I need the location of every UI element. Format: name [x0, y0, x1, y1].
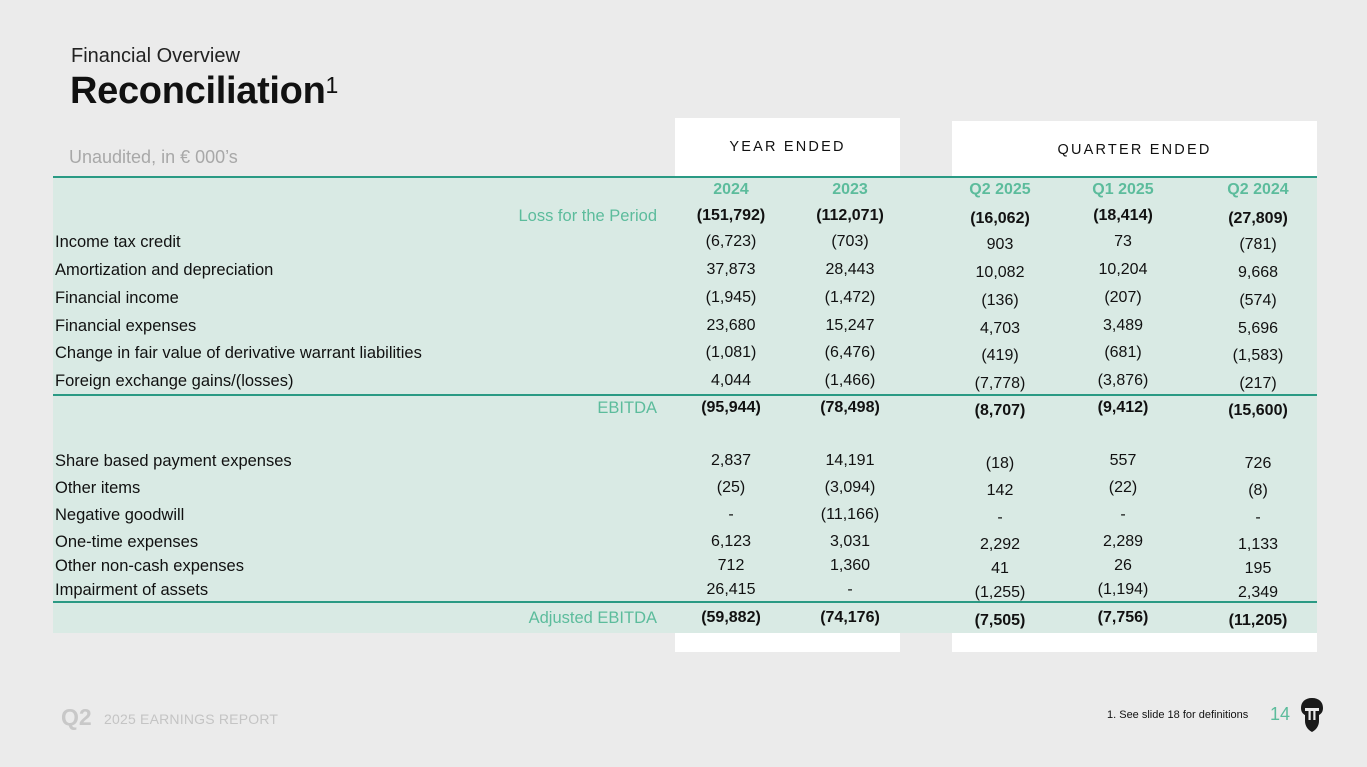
adjustment-row-value: 142	[986, 482, 1014, 499]
adjusted-ebitda-value: (7,756)	[1097, 609, 1149, 626]
ebitda-row-value: (703)	[831, 233, 869, 250]
ebitda-label: EBITDA	[597, 399, 657, 417]
ebitda-value: (9,412)	[1097, 399, 1149, 416]
ebitda-row-value: (136)	[981, 292, 1019, 309]
footer-quarter: Q2	[61, 704, 92, 730]
page-title-text: Reconciliation	[70, 70, 326, 112]
adjustment-row-label: Impairment of assets	[55, 581, 209, 599]
adjustment-row-label: Other non-cash expenses	[55, 557, 244, 575]
column-header: Q1 2025	[1092, 181, 1154, 198]
ebitda-row-label: Amortization and depreciation	[55, 261, 274, 279]
loss-value: (18,414)	[1093, 207, 1153, 224]
adjustment-row-value: -	[1255, 509, 1261, 526]
ebitda-row-value: (1,945)	[705, 289, 757, 306]
adjustment-row-value: (1,194)	[1097, 581, 1149, 598]
ebitda-row-value: 28,443	[825, 261, 875, 278]
ebitda-row-value: 10,082	[975, 264, 1025, 281]
ebitda-row-value: (3,876)	[1097, 372, 1149, 389]
adjustment-row-value: 26,415	[706, 581, 756, 598]
ebitda-row-value: (781)	[1239, 236, 1277, 253]
ebitda-row-value: 15,247	[825, 317, 875, 334]
page-title	[70, 70, 338, 113]
adjusted-ebitda-value: (11,205)	[1228, 612, 1288, 629]
adjustment-row-value: 712	[717, 557, 745, 574]
adjustment-row-value: 2,292	[979, 536, 1021, 553]
adjustment-row-label: Other items	[55, 479, 141, 497]
table-top-rule	[53, 176, 1317, 178]
ebitda-row-value: (419)	[981, 347, 1019, 364]
adjustment-row-value: -	[847, 581, 853, 598]
ebitda-row-value: (207)	[1104, 289, 1142, 306]
footer-report-title: 2025 EARNINGS REPORT	[104, 711, 279, 727]
ebitda-row-value: (6,723)	[705, 233, 757, 250]
section-eyebrow: Financial Overview	[71, 45, 240, 67]
adjustment-row-value: (8)	[1248, 482, 1268, 499]
brand-logo-icon	[1300, 697, 1324, 733]
adjustment-row-value: -	[728, 506, 734, 523]
ebitda-row-value: 4,703	[979, 320, 1021, 337]
adjustment-row-value: -	[1120, 506, 1126, 523]
adjustment-row-value: 1,133	[1237, 536, 1279, 553]
ebitda-row-value: 5,696	[1237, 320, 1279, 337]
adjustment-row-label: Share based payment expenses	[55, 452, 292, 470]
adjustment-row-value: (11,166)	[820, 506, 880, 523]
adjusted-ebitda-value: (7,505)	[974, 612, 1026, 629]
ebitda-row-value: (1,583)	[1232, 347, 1284, 364]
adjusted-ebitda-value: (59,882)	[701, 609, 761, 626]
ebitda-row-value: 4,044	[710, 372, 752, 389]
ebitda-row-label: Change in fair value of derivative warrant liabilities	[55, 344, 422, 362]
loss-value: (16,062)	[970, 210, 1030, 227]
ebitda-row-value: (574)	[1239, 292, 1277, 309]
loss-value: (112,071)	[816, 207, 884, 224]
ebitda-row-value: 73	[1114, 233, 1132, 250]
column-header: 2023	[832, 181, 868, 198]
adjusted-ebitda-label: Adjusted EBITDA	[528, 609, 657, 627]
adjustment-row-label: Negative goodwill	[55, 506, 185, 524]
ebitda-row-label: Financial income	[55, 289, 179, 307]
quarter-ended-heading: QUARTER ENDED	[1057, 142, 1212, 158]
ebitda-row-value: (1,081)	[705, 344, 757, 361]
column-header: Q2 2024	[1227, 181, 1289, 198]
ebitda-value: (95,944)	[701, 399, 761, 416]
adjustment-row-value: (1,255)	[974, 584, 1026, 601]
title-footnote-marker: 1	[325, 72, 339, 98]
loss-value: (27,809)	[1228, 210, 1288, 227]
ebitda-row-value: (6,476)	[824, 344, 876, 361]
ebitda-row-value: (1,466)	[824, 372, 876, 389]
ebitda-row-value: (1,472)	[824, 289, 876, 306]
adjustment-row-value: 3,031	[829, 533, 871, 550]
year-ended-heading: YEAR ENDED	[729, 139, 846, 155]
ebitda-row-value: 23,680	[706, 317, 756, 334]
adjustment-row-value: (25)	[716, 479, 746, 496]
ebitda-rule	[53, 394, 1317, 396]
ebitda-value: (78,498)	[820, 399, 880, 416]
ebitda-value: (15,600)	[1228, 402, 1288, 419]
ebitda-row-value: (681)	[1104, 344, 1142, 361]
ebitda-row-value: 10,204	[1098, 261, 1148, 278]
loss-value: (151,792)	[696, 207, 766, 224]
ebitda-row-value: (217)	[1239, 375, 1277, 392]
adjustment-row-value: 195	[1244, 560, 1272, 577]
adjustment-row-value: -	[997, 509, 1003, 526]
ebitda-row-label: Income tax credit	[55, 233, 181, 251]
page-number: 14	[1270, 704, 1291, 724]
ebitda-row-value: 903	[986, 236, 1014, 253]
adjustment-row-value: 14,191	[825, 452, 875, 469]
adjustment-row-value: (18)	[985, 455, 1015, 472]
ebitda-row-value: 3,489	[1102, 317, 1144, 334]
footnote: 1. See slide 18 for definitions	[1107, 709, 1249, 721]
adjustment-row-value: 2,837	[710, 452, 752, 469]
adjustment-row-label: One-time expenses	[55, 533, 199, 551]
adjustment-row-value: 26	[1114, 557, 1132, 574]
adjustment-row-value: 1,360	[829, 557, 871, 574]
column-header: 2024	[713, 181, 749, 198]
ebitda-row-label: Foreign exchange gains/(losses)	[55, 372, 294, 390]
adjustment-row-value: (3,094)	[824, 479, 876, 496]
adjustment-row-value: 726	[1244, 455, 1272, 472]
adjusted-ebitda-rule	[53, 601, 1317, 603]
ebitda-row-value: (7,778)	[974, 375, 1026, 392]
adjustment-row-value: 557	[1109, 452, 1137, 469]
loss-label: Loss for the Period	[518, 207, 657, 225]
column-header: Q2 2025	[969, 181, 1031, 198]
adjustment-row-value: (22)	[1108, 479, 1138, 496]
adjustment-row-value: 6,123	[710, 533, 752, 550]
units-note: Unaudited, in € 000’s	[69, 147, 238, 167]
ebitda-row-label: Financial expenses	[55, 317, 197, 335]
adjustment-row-value: 2,349	[1237, 584, 1279, 601]
adjustment-row-value: 2,289	[1102, 533, 1144, 550]
ebitda-value: (8,707)	[974, 402, 1026, 419]
adjustment-row-value: 41	[991, 560, 1009, 577]
adjusted-ebitda-value: (74,176)	[820, 609, 880, 626]
ebitda-row-value: 37,873	[706, 261, 756, 278]
ebitda-row-value: 9,668	[1237, 264, 1279, 281]
